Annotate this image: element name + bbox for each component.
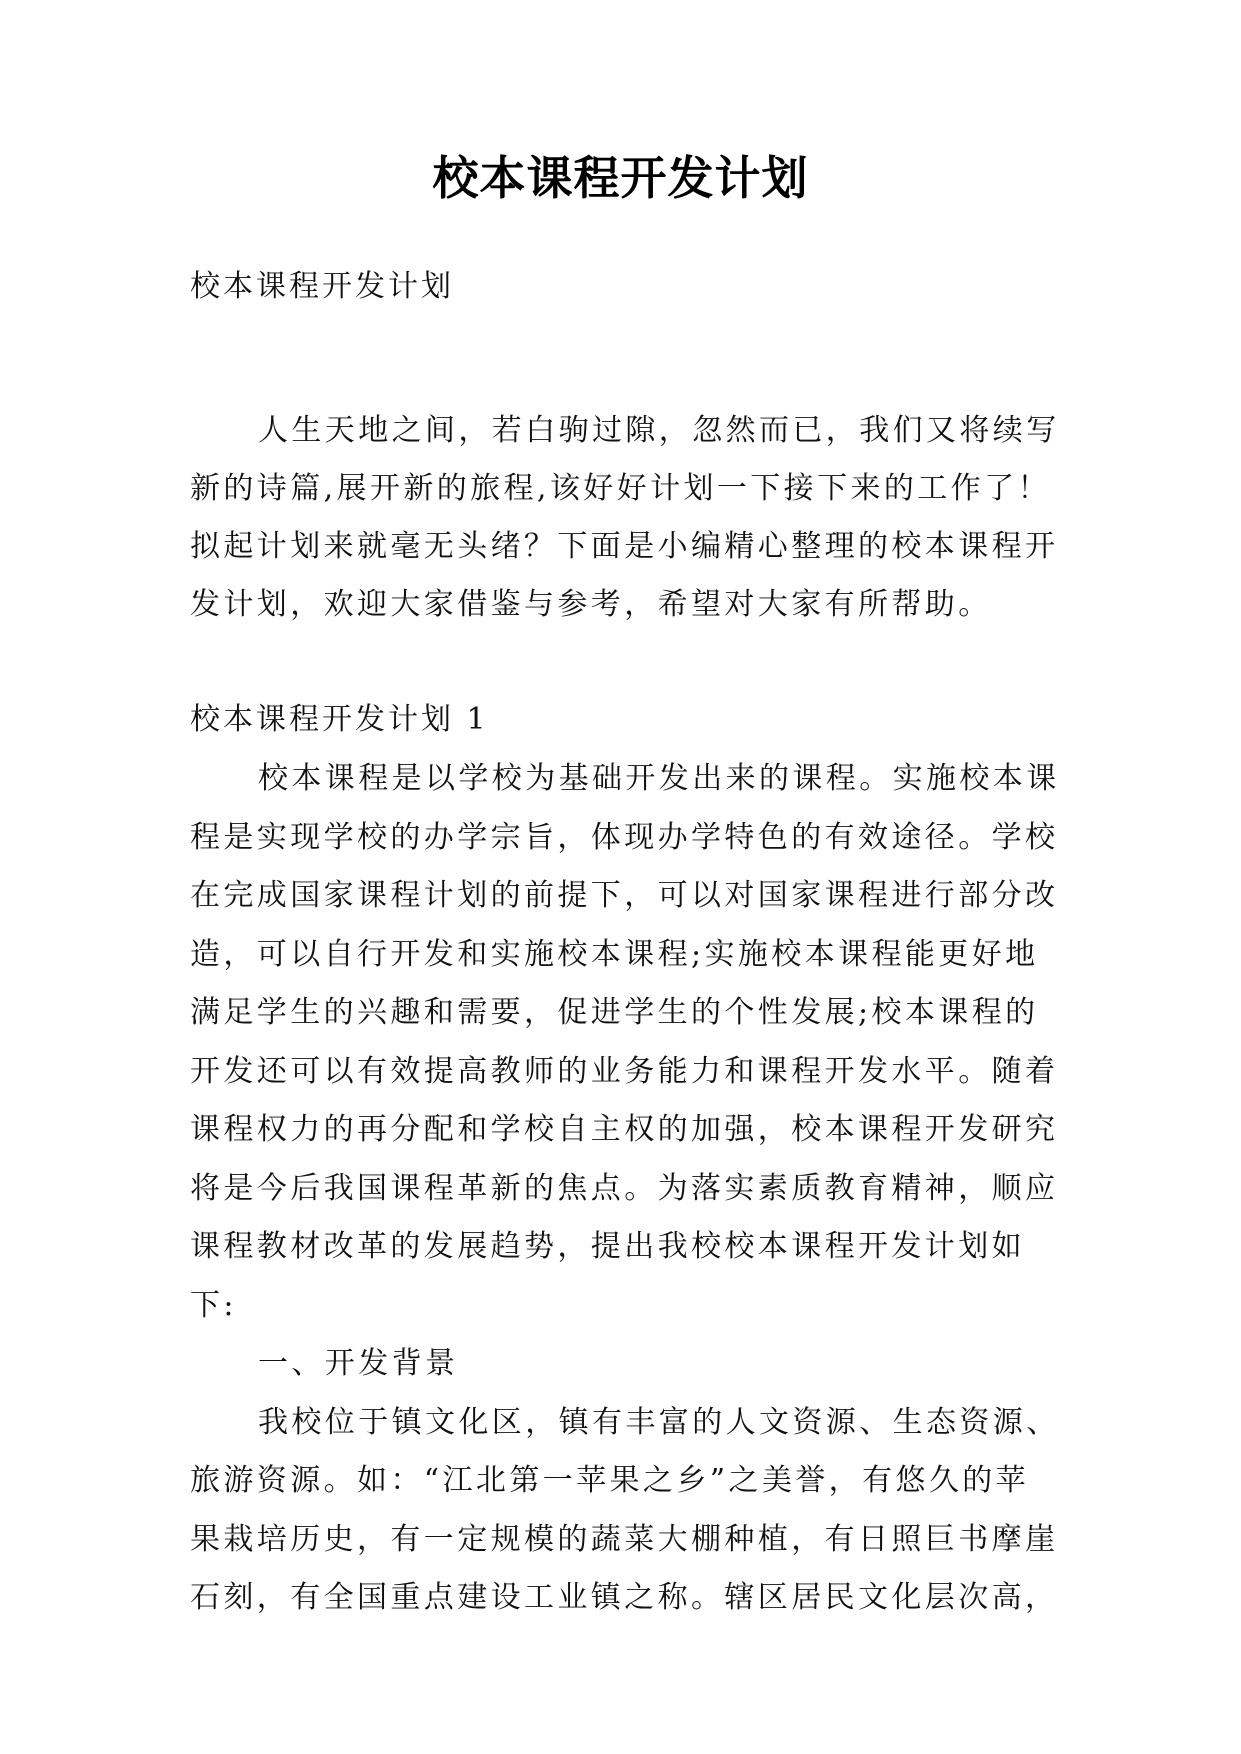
body-paragraph: 我校位于镇文化区，镇有丰富的人文资源、生态资源、旅游资源。如：“江北第一苹果之乡”之美誉，有悠久的苹果栽培历史，有一定规模的蔬菜大棚种植，有日照巨书摩崖石刻，有全国重点建设工业镇之称。辖区居民文化层次高， bbox=[190, 1404, 1060, 1615]
section-body bbox=[190, 750, 1060, 1628]
body-heading-background: 一、开发背景 bbox=[258, 1346, 459, 1381]
document-subtitle: 校本课程开发计划 bbox=[190, 269, 454, 304]
body-paragraph: 校本课程是以学校为基础开发出来的课程。实施校本课程是实现学校的办学宗旨，体现办学特色的有效途径。学校在完成国家课程计划的前提下，可以对国家课程进行部分改造，可以自行开发和实施校本课程;实施校本课程能更好地满足学生的兴趣和需要，促进学生的个性发展;校本课程的开发还可以有效提高教师的业务能力和课程开发水平。随着课程权力的再分配和学校自主权的加强，校本课程开发研究将是今后我国课程革新的焦点。为落实素质教育精神，顺应课程教材改革的发展趋势，提出我校校本课程开发计划如下: bbox=[190, 761, 1060, 1323]
intro-section bbox=[190, 402, 1060, 634]
document-title: 校本课程开发计划 bbox=[432, 151, 809, 205]
section-title: 校本课程开发计划 1 bbox=[190, 702, 489, 737]
intro-paragraph: 人生天地之间，若白驹过隙，忽然而已，我们又将续写新的诗篇,展开新的旅程,该好好计划一下接下来的工作了！拟起计划来就毫无头绪？下面是小编精心整理的校本课程开发计划，欢迎大家借鉴与参考，希望对大家有所帮助。 bbox=[190, 413, 1060, 622]
